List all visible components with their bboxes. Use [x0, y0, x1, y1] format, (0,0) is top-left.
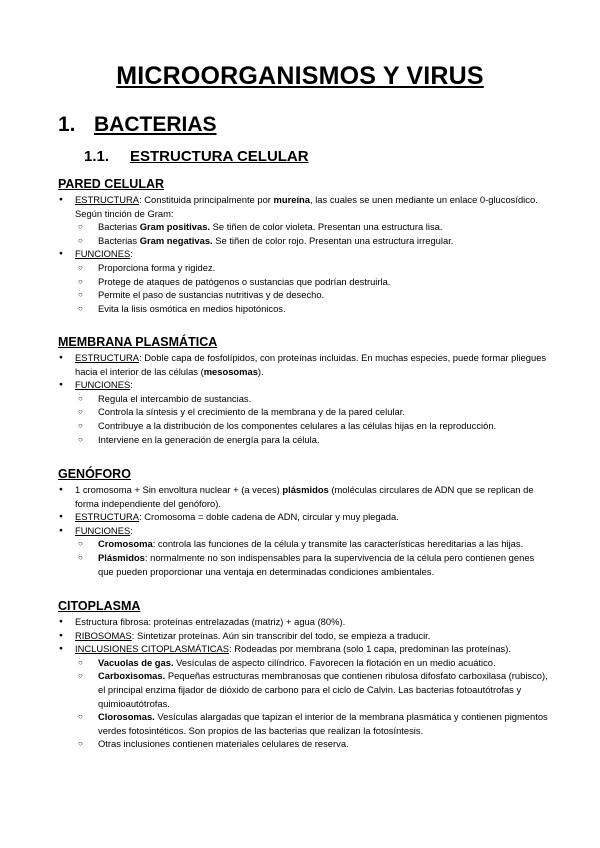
list-item-gram: ○ Bacterias Gram positivas. Se tiñen de color violeta. Presentan una estructura lisa. [58, 220, 550, 234]
membrana-list [58, 351, 550, 446]
page-title: MICROORGANISMOS Y VIRUS [116, 62, 484, 90]
pared-list [58, 193, 550, 315]
list-item-funciones: ● FUNCIONES: [58, 378, 550, 392]
citoplasma-list [58, 615, 550, 751]
section-membrana-plasmatica [58, 334, 550, 446]
list-item: ○ Regula el intercambio de sustancias. [58, 392, 550, 406]
genoforo-list [58, 483, 550, 578]
subheading-number: 1.1. [84, 148, 110, 165]
list-item: ● 1 cromosoma + Sin envoltura nuclear + (a veces) plásmidos (moléculas circulares de ADN que se replican de forma independiente del genóforo). [58, 483, 550, 510]
list-item-estructura: ● ESTRUCTURA: Doble capa de fosfolípidos, con proteínas incluidas. En muchas especies, puede formar pliegues hacia el interior de las células (mesosomas). [58, 351, 550, 378]
section-pared-celular [58, 176, 550, 315]
heading-text: BACTERIAS [94, 113, 217, 136]
heading-bacterias [58, 113, 217, 137]
heading-estructura-celular [84, 148, 309, 165]
list-item: ○ Vacuolas de gas. Vesículas de aspecto cilíndrico. Favorecen la flotación en un medio acuático. [58, 656, 550, 670]
list-item-funciones: ● FUNCIONES: [58, 247, 550, 261]
list-item: ○ Plásmidos: normalmente no son indispensables para la supervivencia de la célula pero contienen genes que pueden proporcionar una ventaja en determinadas condiciones ambientales. [58, 551, 550, 578]
list-item-inclusiones: ● INCLUSIONES CITOPLASMÁTICAS: Rodeadas por membrana (solo 1 capa, predominan las proteínas). [58, 642, 550, 656]
list-item: ○ Cromosoma: controla las funciones de la célula y transmite las características hereditarias a las hijas. [58, 537, 550, 551]
list-item: ● Estructura fibrosa: proteínas entrelazadas (matriz) + agua (80%). [58, 615, 550, 629]
list-item: ○ Otras inclusiones contienen materiales celulares de reserva. [58, 737, 550, 751]
list-item: ○ Interviene en la generación de energía para la célula. [58, 433, 550, 447]
list-item: ○ Controla la síntesis y el crecimiento de la membrana y de la pared celular. [58, 405, 550, 419]
list-item: ○ Evita la lisis osmótica en medios hipotónicos. [58, 302, 550, 316]
heading-number: 1. [58, 113, 76, 136]
list-item: ○ Clorosomas. Vesículas alargadas que tapizan el interior de la membrana plasmática y contienen pigmentos verdes fotosintéticos. Son propios de las bacterias que realizan la fotosíntesis. [58, 710, 550, 737]
list-item: ○ Protege de ataques de patógenos o sustancias que podrían destruirla. [58, 275, 550, 289]
list-item: ○ Contribuye a la distribución de los componentes celulares a las células hijas en la reproducción. [58, 419, 550, 433]
subheading-text: ESTRUCTURA CELULAR [130, 148, 309, 165]
list-item-ribosomas: ● RIBOSOMAS: Sintetizar proteínas. Aún sin transcribir del todo, se empieza a traducir. [58, 629, 550, 643]
section-title: PARED CELULAR [58, 177, 165, 191]
list-item: ○ Proporciona forma y rigidez. [58, 261, 550, 275]
section-title: MEMBRANA PLASMÁTICA [58, 335, 218, 349]
list-item-estructura: ● ESTRUCTURA: Constituida principalmente por mureína, las cuales se unen mediante un enlace 0-glucosídico. Según tinción de Gram: [58, 193, 550, 220]
list-item-gram: ○ Bacterias Gram negativas. Se tiñen de color rojo. Presentan una estructura irregular. [58, 234, 550, 248]
list-item-estructura: ● ESTRUCTURA: Cromosoma = doble cadena de ADN, circular y muy plegada. [58, 510, 550, 524]
section-title: CITOPLASMA [58, 599, 141, 613]
section-citoplasma [58, 598, 550, 751]
list-item: ○ Permite el paso de sustancias nutritivas y de desecho. [58, 288, 550, 302]
list-item: ○ Carboxisomas. Pequeñas estructuras membranosas que contienen ribulosa difosfato carboxilasa (rubisco), el principal enzima fijador de dióxido de carbono para el ciclo de Calvin. Las bacterias fotoautótrofas y quimioautótrofas. [58, 669, 550, 710]
list-item-funciones: ● FUNCIONES: [58, 524, 550, 538]
section-title: GENÓFORO [58, 467, 131, 481]
section-genoforo [58, 466, 550, 578]
